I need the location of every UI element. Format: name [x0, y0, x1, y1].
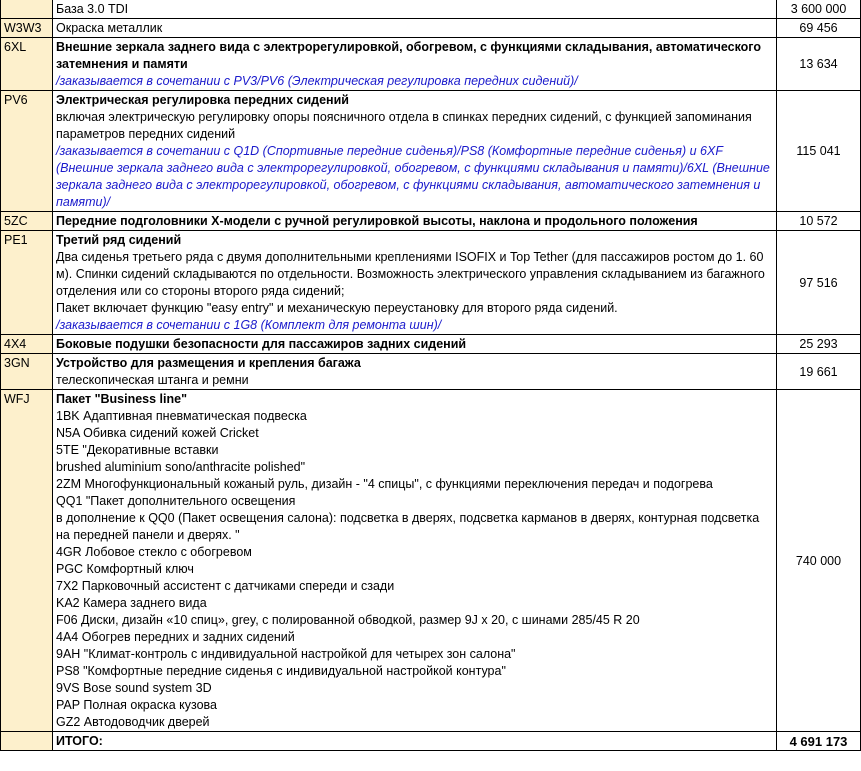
package-item: QQ1 "Пакет дополнительного освещения: [56, 494, 296, 508]
package-item: GZ2 Автодоводчик дверей: [56, 715, 210, 729]
package-item: 4A4 Обогрев передних и задних сидений: [56, 630, 295, 644]
option-title: Электрическая регулировка передних сидений: [56, 93, 349, 107]
table-row-total: [1, 732, 861, 751]
package-item: brushed aluminium sono/anthracite polished": [56, 460, 306, 474]
option-code: 5ZC: [1, 212, 53, 231]
option-title: Передние подголовники X-модели с ручной регулировкой высоты, наклона и продольного положения: [56, 214, 698, 228]
table-row-5zc: [1, 212, 861, 231]
table-row-w3w3: [1, 19, 861, 38]
package-item: в дополнение к QQ0 (Пакет освещения салона): подсветка в дверях, подсветка карманов в дверях, контурная подсветка на передней панели и дверях. ": [56, 511, 760, 542]
option-note: /заказывается в сочетании с PV3/PV6 (Электрическая регулировка передних сидений)/: [56, 74, 578, 88]
option-price: 25 293: [777, 335, 861, 354]
option-text: Два сиденья третьего ряда с двумя дополнительными креплениями ISOFIX и Top Tether (для пассажиров ростом до 1. 60 м). Спинки сидений складываются по отдельности. Возможность электрического управления складыванием из багажного отделения или со стороны второго ряда сидений;: [56, 250, 765, 298]
package-item: N5A Обивка сидений кожей Cricket: [56, 426, 259, 440]
option-description: [53, 231, 777, 335]
package-item: KA2 Камера заднего вида: [56, 596, 207, 610]
option-code: PV6: [1, 91, 53, 212]
option-text: включая электрическую регулировку опоры поясничного отдела в спинках передних сидений, с функцией запоминания параметров передних сидений: [56, 110, 752, 141]
table-row-pv6: [1, 91, 861, 212]
option-title: Устройство для размещения и крепления багажа: [56, 356, 361, 370]
package-item: F06 Диски, дизайн «10 спиц», grey, с полированной обводкой, размер 9J x 20, с шинами 285/45 R 20: [56, 613, 640, 627]
package-item: 4GR Лобовое стекло с обогревом: [56, 545, 252, 559]
option-code: WFJ: [1, 390, 53, 732]
table-row-4x4: [1, 335, 861, 354]
description-line: Окраска металлик: [56, 21, 163, 35]
option-description: [53, 354, 777, 390]
option-title: Боковые подушки безопасности для пассажиров задних сидений: [56, 337, 467, 351]
package-item: 9VS Bose sound system 3D: [56, 681, 212, 695]
table-row-wfj: [1, 390, 861, 732]
package-item: PAP Полная окраска кузова: [56, 698, 217, 712]
table-row-6xl: [1, 38, 861, 91]
option-description: [53, 19, 777, 38]
option-price: 10 572: [777, 212, 861, 231]
option-price: 19 661: [777, 354, 861, 390]
package-item: 2ZM Многофункциональный кожаный руль, дизайн - "4 спицы", с функциями переключения передач и подогрева: [56, 477, 713, 491]
option-code: 4X4: [1, 335, 53, 354]
option-code: [1, 0, 53, 19]
total-price: 4 691 173: [777, 732, 861, 751]
option-price: 115 041: [777, 91, 861, 212]
option-title: Третий ряд сидений: [56, 233, 182, 247]
option-text: Пакет включает функцию "easy entry" и механическую переустановку для второго ряда сидений.: [56, 301, 618, 315]
option-code: W3W3: [1, 19, 53, 38]
total-label: ИТОГО:: [53, 732, 777, 751]
package-item: 1BK Адаптивная пневматическая подвеска: [56, 409, 307, 423]
option-price: 3 600 000: [777, 0, 861, 19]
option-price: 97 516: [777, 231, 861, 335]
option-description: [53, 91, 777, 212]
option-description: [53, 0, 777, 19]
option-title: Пакет "Business line": [56, 392, 188, 406]
option-code: 6XL: [1, 38, 53, 91]
table-row-base: [1, 0, 861, 19]
table-row-3gn: [1, 354, 861, 390]
option-price: 13 634: [777, 38, 861, 91]
option-price: 69 456: [777, 19, 861, 38]
table-row-pe1: [1, 231, 861, 335]
option-description: [53, 38, 777, 91]
option-price: 740 000: [777, 390, 861, 732]
option-code: PE1: [1, 231, 53, 335]
option-description: [53, 212, 777, 231]
option-text: телескопическая штанга и ремни: [56, 373, 249, 387]
option-note: /заказывается в сочетании с 1G8 (Комплект для ремонта шин)/: [56, 318, 442, 332]
option-note: /заказывается в сочетании с Q1D (Спортивные передние сиденья)/PS8 (Комфортные передние сиденья) и 6XF (Внешние зеркала заднего вида с электрорегулировкой, обогревом, с функциями складывания и памяти)/6XL (Внешние зеркала заднего вида с электрорегулировкой, обогревом, с функциями складывания, автоматического затемнения и памяти)/: [56, 144, 770, 209]
option-description: [53, 390, 777, 732]
package-item: PGC Комфортный ключ: [56, 562, 194, 576]
option-description: [53, 335, 777, 354]
description-line: База 3.0 TDI: [56, 2, 129, 16]
package-item: 7X2 Парковочный ассистент с датчиками спереди и сзади: [56, 579, 395, 593]
package-item: PS8 "Комфортные передние сиденья с индивидуальной настройкой контура": [56, 664, 506, 678]
option-code: 3GN: [1, 354, 53, 390]
package-item: 9AH "Климат-контроль с индивидуальной настройкой для четырех зон салона": [56, 647, 516, 661]
option-title: Внешние зеркала заднего вида с электрорегулировкой, обогревом, с функциями складывания, автоматического затемнения и памяти: [56, 40, 761, 71]
package-item: 5TE "Декоративные вставки: [56, 443, 219, 457]
option-code: [1, 732, 53, 751]
